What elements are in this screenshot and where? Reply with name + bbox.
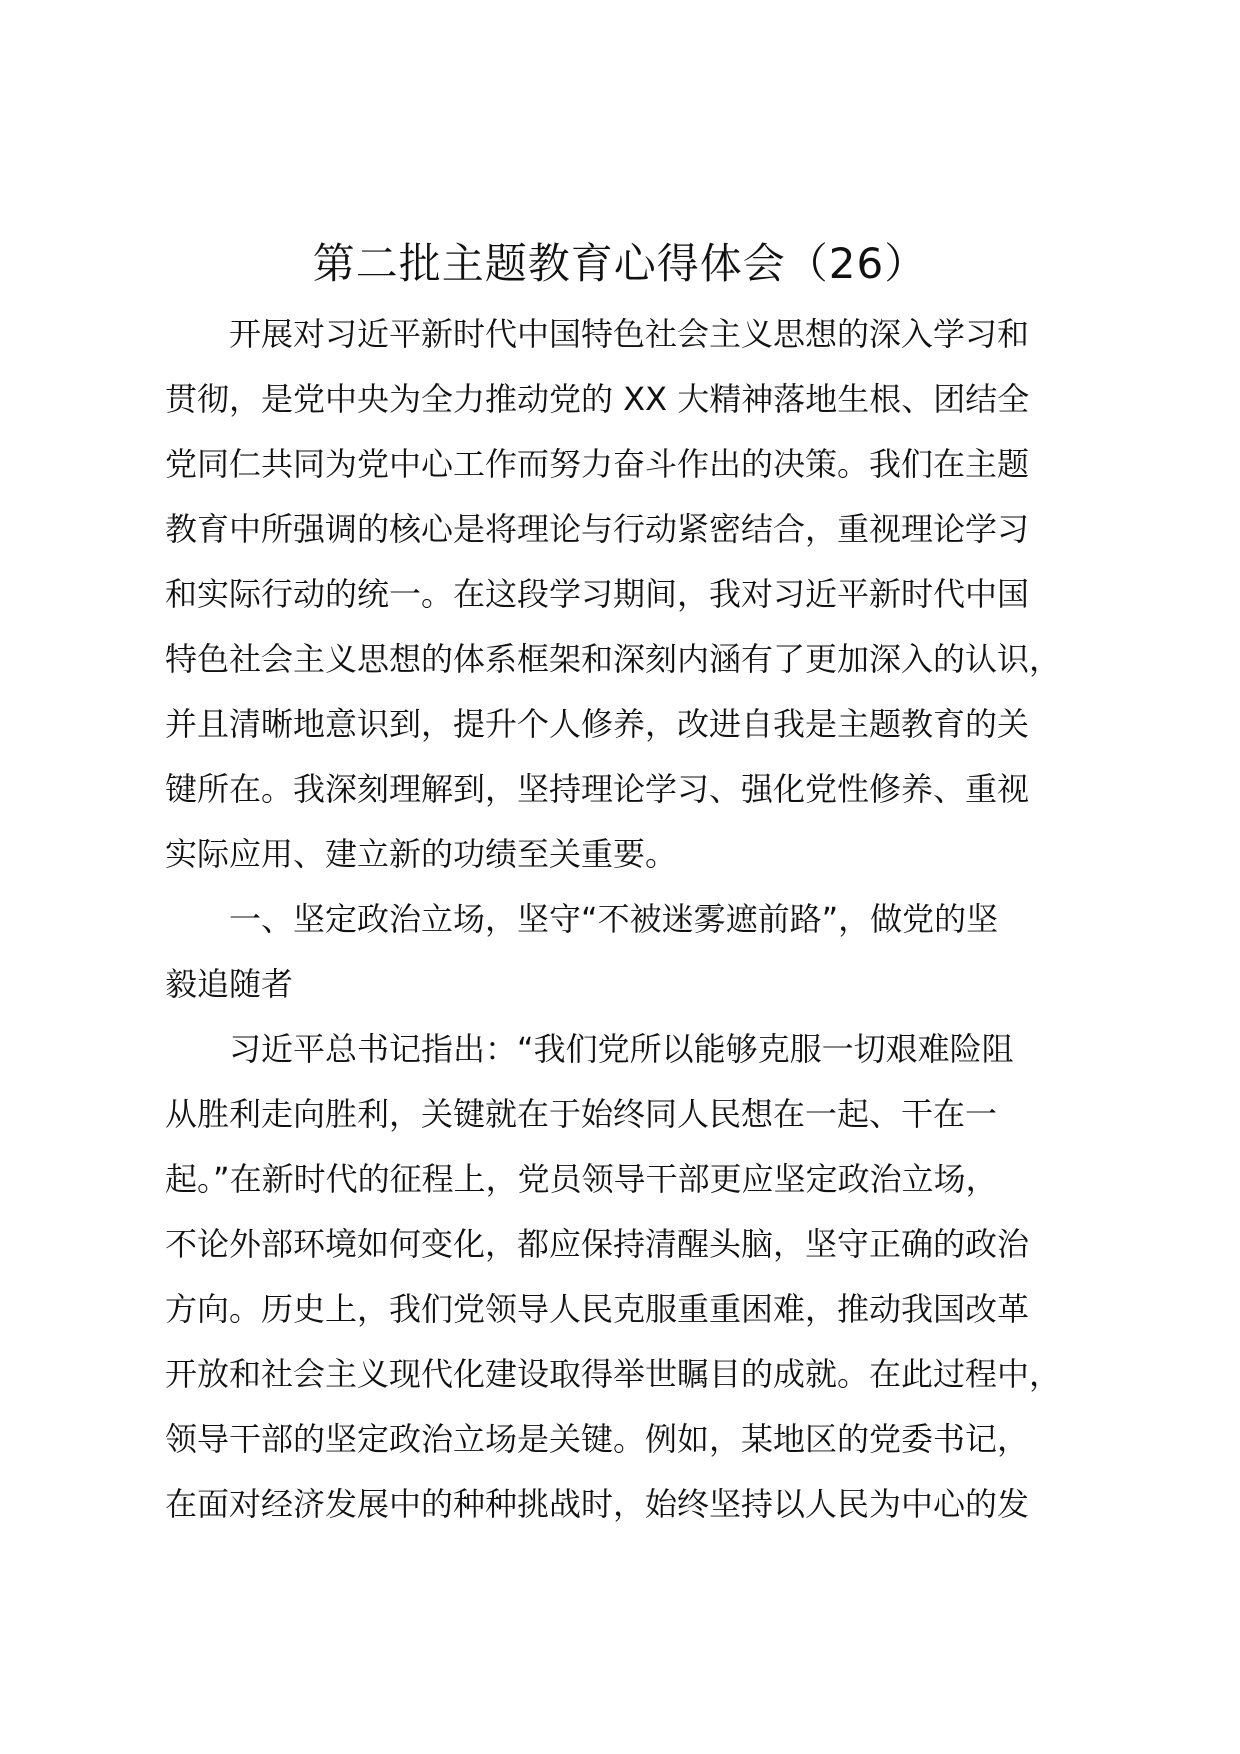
paragraph-line: 并且清晰地意识到，提升个人修养，改进自我是主题教育的关 xyxy=(165,705,1030,743)
paragraph-line: 特色社会主义思想的体系框架和深刻内涵有了更加深入的认识， xyxy=(165,640,1062,678)
paragraph-line: 从胜利走向胜利，关键就在于始终同人民想在一起、干在一 xyxy=(165,1095,998,1133)
paragraph-line: 习近平总书记指出：“我们党所以能够克服一切艰难险阻 xyxy=(229,1030,1014,1068)
section-heading-line: 一、坚定政治立场，坚守“不被迷雾遮前路”，做党的坚 xyxy=(229,900,999,938)
paragraph-line: 领导干部的坚定政治立场是关键。例如，某地区的党委书记， xyxy=(165,1420,1030,1458)
paragraph-line: 贯彻，是党中央为全力推动党的 XX 大精神落地生根、团结全 xyxy=(165,380,1030,418)
paragraph-line: 起。”在新时代的征程上，党员领导干部更应坚定政治立场， xyxy=(165,1160,998,1198)
document-body xyxy=(165,302,1115,1537)
paragraph-line: 键所在。我深刻理解到，坚持理论学习、强化党性修养、重视 xyxy=(165,770,1030,808)
paragraph-line: 不论外部环境如何变化，都应保持清醒头脑，坚守正确的政治 xyxy=(165,1225,1030,1263)
paragraph-line: 实际应用、建立新的功绩至关重要。 xyxy=(165,835,678,873)
section-heading-line: 毅追随者 xyxy=(165,965,294,1003)
paragraph-line: 在面对经济发展中的种种挑战时，始终坚持以人民为中心的发 xyxy=(165,1485,1030,1523)
paragraph-line: 开展对习近平新时代中国特色社会主义思想的深入学习和 xyxy=(229,315,1030,353)
paragraph-line: 开放和社会主义现代化建设取得举世瞩目的成就。在此过程中， xyxy=(165,1355,1062,1393)
paragraph-line: 和实际行动的统一。在这段学习期间，我对习近平新时代中国 xyxy=(165,575,1030,613)
paragraph-line: 方向。历史上，我们党领导人民克服重重困难，推动我国改革 xyxy=(165,1290,1030,1328)
document-title: 第二批主题教育心得体会（26） xyxy=(312,239,928,288)
paragraph-line: 教育中所强调的核心是将理论与行动紧密结合，重视理论学习 xyxy=(165,510,1030,548)
paragraph-line: 党同仁共同为党中心工作而努力奋斗作出的决策。我们在主题 xyxy=(165,445,1030,483)
